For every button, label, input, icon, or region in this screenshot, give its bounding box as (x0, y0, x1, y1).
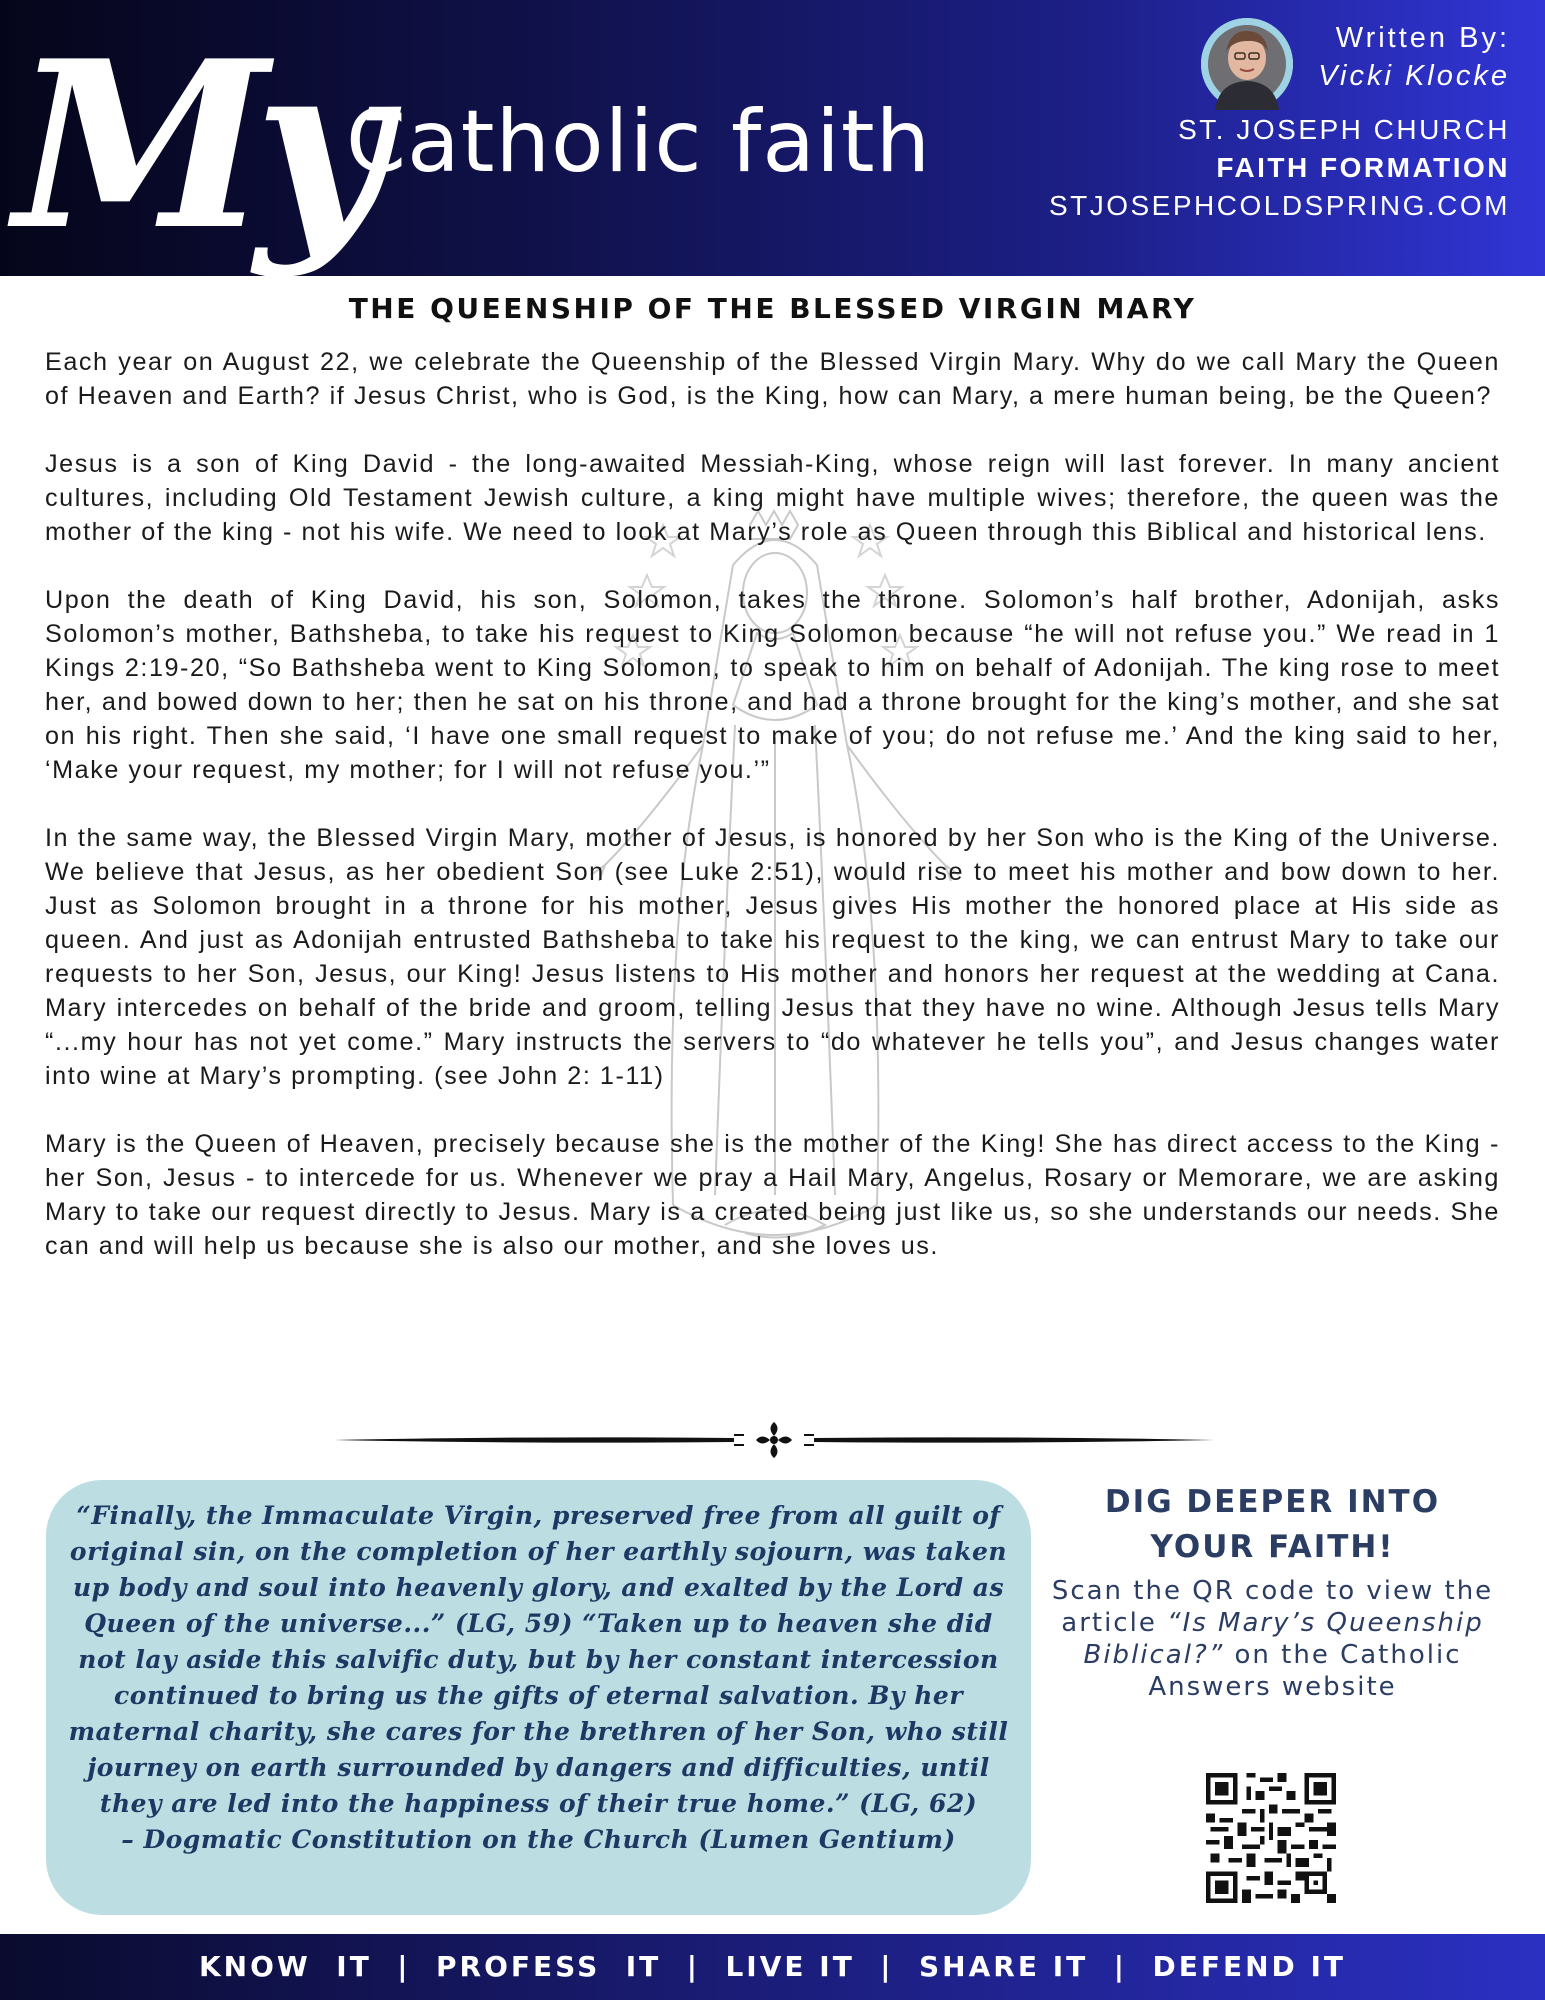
church-name: ST. JOSEPH CHURCH (1178, 114, 1510, 145)
lumen-gentium-quote-box (46, 1480, 1031, 1915)
ornament-divider (334, 1420, 1214, 1460)
article-paragraph: In the same way, the Blessed Virgin Mary, mother of Jesus, is honored by her Son who is the King of the Universe. We believe that Jesus, as her obedient Son (see Luke 2:51), would rise to meet his mother and bow down to her. Just as Solomon brought in a throne for his mother, Jesus gives His mother the honored place at His side as queen. And just as Adonijah entrusted Bathsheba to take his request to the king, we can entrust Mary to take our requests to her Son, Jesus, our King! Jesus listens to His mother and honors her request at the wedding at Cana. Mary intercedes on behalf of the bride and groom, telling Jesus that they have no wine. Although Jesus tells Mary “...my hour has not yet come.” Mary instructs the servers to “do whatever he tells you”, and Jesus changes water into wine at Mary’s prompting. (see John 2: 1-11) (45, 824, 1500, 1090)
dig-desc-text: on the Catholic Answers website (1148, 1640, 1462, 1702)
header-banner (0, 0, 1545, 281)
quote-text: “Finally, the Immaculate Virgin, preserved free from all guilt of original sin, on the completion of her earthly sojourn, was taken up body and soul into heavenly glory, and exalted by the Lord as Queen of the universe...” (LG, 59) “Taken up to heaven she did not lay aside this salvific duty, but by her constant intercession continued to bring us the gifts of eternal salvation. By her maternal charity, she cares for the brethren of her Son, who still journey on earth surrounded by dangers and difficulties, until they are led into the happiness of their true home.” (LG, 62) (68, 1501, 1009, 1818)
footer-motto: KNOW IT | PROFESS IT | LIVE IT | SHARE IT | DEFEND IT (198, 1950, 1347, 1983)
website-link[interactable]: STJOSEPHCOLDSPRING.COM (1048, 190, 1510, 221)
quote-text-block (66, 1498, 1011, 1858)
article-paragraph: Each year on August 22, we celebrate the Queenship of the Blessed Virgin Mary. Why do we call Mary the Queen of Heaven and Earth? if Jesus Christ, who is God, is the King, how can Mary, a mere human being, be the Queen? (45, 348, 1500, 410)
svg-text:My: My (14, 11, 375, 281)
article-paragraph: Jesus is a son of King David - the long-awaited Messiah-King, whose reign will last forever. In many ancient cultures, including Old Testament Jewish culture, a king might have multiple wives; therefore, the queen was the mother of the king - not his wife. We need to look at Mary’s role as Queen through this Biblical and historical lens. (45, 450, 1500, 546)
quote-attribution: – Dogmatic Constitution on the Church (Lumen Gentium) (121, 1825, 956, 1854)
article-paragraph: Upon the death of King David, his son, Solomon, takes the throne. Solomon’s half brother, Adonijah, asks Solomon’s mother, Bathsheba, to take his request to King Solomon because “he will not refuse you.” We read in 1 Kings 2:19-20, “So Bathsheba went to King Solomon, to speak to him on behalf of Adonijah. The king rose to meet her, and bowed down to her; then he sat on his throne, and had a throne brought for the king’s mother, and she sat on his right. Then she said, ‘I have one small request to make of you; do not refuse me.’ And the king said to her, ‘Make your request, my mother; for I will not refuse you.’” (45, 586, 1500, 784)
logo-tagline: Catholic faith (346, 92, 932, 192)
dig-desc-text: Scan the QR code to view the article (1051, 1576, 1494, 1638)
dig-deeper-title (1050, 1480, 1495, 1570)
cross-ornament-icon (756, 1422, 792, 1458)
article-link-title: “Is Mary’s Queenship Biblical?” (1083, 1608, 1484, 1670)
author-photo (1201, 18, 1293, 110)
article-body (45, 345, 1500, 1297)
logo-my-script (8, 0, 375, 281)
qr-code-icon[interactable] (1206, 1773, 1336, 1903)
footer-banner (0, 1934, 1545, 2000)
dig-deeper-title-line: DIG DEEPER INTO (1104, 1484, 1441, 1520)
author-name: Vicki Klocke (1318, 60, 1510, 92)
written-by-label: Written By: (1335, 22, 1510, 54)
article-paragraph: Mary is the Queen of Heaven, precisely because she is the mother of the King! She has direct access to the King - her Son, Jesus - to intercede for us. Whenever we pray a Hail Mary, Angelus, Rosary or Memorare, we are asking Mary to take our request directly to Jesus. Mary is a created being just like us, so she understands our needs. She can and will help us because she is also our mother, and she loves us. (45, 1130, 1500, 1260)
faith-formation-label: FAITH FORMATION (1216, 152, 1510, 183)
article-title: THE QUEENSHIP OF THE BLESSED VIRGIN MARY (348, 292, 1197, 325)
dig-deeper-title-line: YOUR FAITH! (1150, 1529, 1395, 1565)
dig-deeper-description (1050, 1575, 1495, 1703)
